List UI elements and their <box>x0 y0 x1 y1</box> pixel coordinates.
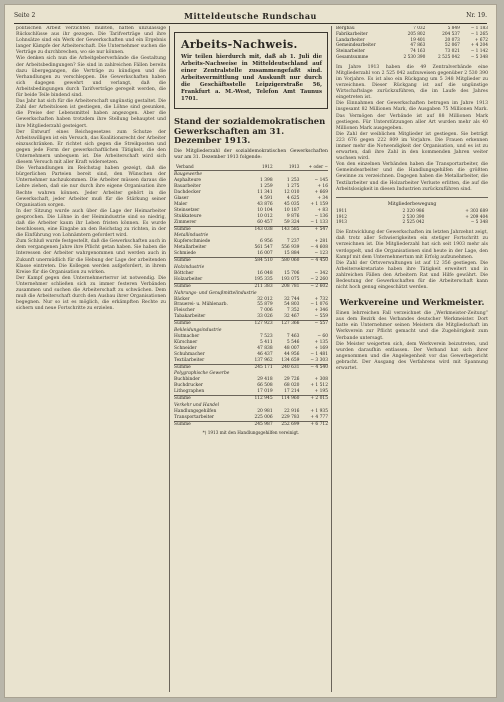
cell-value: 7 523 <box>260 333 273 339</box>
table-group-row <box>174 171 328 178</box>
row-label: Bergbau <box>336 26 355 31</box>
table-group-row <box>174 402 328 409</box>
article-paragraph: Die Zahl der Ortsverwaltungen ist auf 12 356 gestiegen. Die Arbeitersekretariate haben ihre Tätigkeit erweitert und in zahlreichen Fällen den Arbeitern Rat und Hilfe gewährt. Die Bedeutung der Gewerkschaften für die Arbeiterschaft kann nicht hoch genug eingeschätzt werden. <box>336 260 488 291</box>
row-label: Zimmerer <box>174 219 197 225</box>
group-label: Bekleidungsindustrie <box>174 328 222 334</box>
row-label: Kupferschmiede <box>174 239 211 245</box>
cell-value: 127 923 <box>246 321 273 327</box>
cell-value: 1 259 <box>260 184 273 190</box>
cell-value: 74 163 <box>410 49 426 55</box>
cell-value: 12 010 <box>284 190 300 196</box>
article-paragraph: Wie denken sich nun die Arbeitgeberverbände die Gestaltung der Arbeitsbedingungen? Sie sind in zahlreichen Fällen bereits dazu übergegangen, die Verträge zu kündigen und die Verhandlungen zu verschleppen. Die Gewerkschaften haben sich dagegen gewehrt und verlangt, daß die Arbeitsbedingungen durch Tarifverträge geregelt werden, die für beide Teile bindend sind. <box>16 56 166 99</box>
cell-value: 44 956 <box>284 351 300 357</box>
cell-value: 134 659 <box>281 357 300 363</box>
cell-value: 11 341 <box>257 190 273 196</box>
table-row <box>336 220 488 226</box>
cell-value: − 4 608 <box>310 245 328 251</box>
cell-value: 229 783 <box>281 414 300 420</box>
cell-value: 245 987 <box>246 421 273 427</box>
cell-value: − 559 <box>314 314 328 320</box>
cell-value: 143 585 <box>273 226 300 232</box>
article-paragraph: Der Kampf gegen den Unternehmerterror ist notwendig. Die Unternehmer schließen sich zu immer festeren Verbänden zusammen und suchen die Arbeiterschaft zu schwächen. Dem muß die Arbeiterschaft durch den Ausbau ihrer Organisationen begegnen. Nur so ist es möglich, die erkämpften Rechte zu sichern und neue Fortschritte zu erzielen. <box>16 275 166 312</box>
article-intro: Die Mitgliederzahl der sozialdemokratischen Gewerkschaften war am 31. Dezember 1913 folgende: <box>174 148 328 160</box>
column-header: Verband <box>174 164 246 171</box>
row-label: Summe <box>174 421 246 427</box>
column-divider <box>169 26 170 692</box>
cell-value: + 732 <box>314 296 328 302</box>
row-label: Holzarbeiter <box>174 276 203 282</box>
cell-value: − 1 183 <box>470 26 488 31</box>
cell-value: 22 916 <box>284 408 300 414</box>
cell-value: + 547 <box>299 226 328 232</box>
cell-value: 2 320 986 <box>402 208 425 214</box>
cell-value: − 1 076 <box>310 302 328 308</box>
cell-value: 48 007 <box>284 345 300 351</box>
article-paragraph: Die Entwicklung der Gewerkschaften im letzten Jahrzehnt zeigt, daß trotz aller Schwierigkeiten ein stetiger Fortschritt zu verzeichnen ist. Die Mitgliederzahl hat sich seit 1903 mehr als verdoppelt, und die Organisationen sind heute in der Lage, den Kampf mit dem Unternehmertum mit Erfolg aufzunehmen. <box>336 230 488 260</box>
cell-value: 114 960 <box>273 396 300 402</box>
row-label: Bauarbeiter <box>174 184 201 190</box>
cell-value: + 135 <box>314 339 328 345</box>
cell-value: 17 214 <box>284 389 300 395</box>
row-label: Glaser <box>174 196 189 202</box>
cell-value: 10 012 <box>257 213 273 219</box>
row-label: Buchdrucker <box>174 383 203 389</box>
cell-value: − 557 <box>299 321 328 327</box>
cell-value: 32 744 <box>284 296 300 302</box>
cell-value: 54 803 <box>284 302 300 308</box>
cell-value: 16 048 <box>257 270 273 276</box>
cell-value: − 123 <box>314 251 328 257</box>
row-label: Kürschner <box>174 339 198 345</box>
membership-trend-table <box>336 209 488 226</box>
row-label: 1912 <box>336 214 347 220</box>
cell-value: 33 026 <box>257 314 273 320</box>
row-label: Textilarbeiter <box>174 357 205 363</box>
cell-value: − 2 602 <box>299 283 328 289</box>
cell-value: 7 032 <box>413 26 426 31</box>
cell-value: + 669 <box>314 190 328 196</box>
column-header: 1913 <box>273 164 300 171</box>
row-label: Tabakarbeiter <box>174 314 206 320</box>
cell-value: 55 879 <box>257 302 273 308</box>
cell-value: 59 324 <box>284 219 300 225</box>
cell-value: 1 275 <box>286 184 300 190</box>
cell-value: − 5 348 <box>470 54 488 60</box>
table-row <box>336 55 488 61</box>
cell-value: 208 781 <box>273 283 300 289</box>
cell-value: 4 625 <box>286 196 300 202</box>
cell-value: 17 019 <box>257 389 273 395</box>
header-rule <box>14 23 487 24</box>
cell-value: 10 187 <box>284 207 300 213</box>
row-label: 1911 <box>336 208 347 214</box>
row-label: Schneider <box>174 345 197 351</box>
cell-value: 10 104 <box>257 207 273 213</box>
cell-value: 32 012 <box>257 296 273 302</box>
row-label: 1913 <box>336 220 347 226</box>
table-group-row <box>174 327 328 334</box>
cell-value: + 4 204 <box>470 43 488 49</box>
article-paragraph: Einen lehrreichen Fall verzeichnet die „Werkmeister-Zeitung“ aus dem Bezirk des Verbandes deutscher Werkmeister. Dort hatte ein Unternehmer seinen Meistern die Mitgliedschaft im Werkverein zur Pflicht gemacht und die Zugehörigkeit zum Verbande untersagt. <box>336 311 488 341</box>
row-label: Asphalteure <box>174 178 201 184</box>
page-header <box>14 10 487 22</box>
cell-value: 143 038 <box>246 226 273 232</box>
cell-value: − 1 481 <box>310 351 328 357</box>
row-label: Gemeindearbeiter <box>336 43 376 49</box>
cell-value: + 346 <box>314 308 328 314</box>
row-label: Dachdecker <box>174 190 201 196</box>
article-paragraph: Die Einnahmen der Gewerkschaften betrugen im Jahre 1913 insgesamt 82 Millionen Mark, die Ausgaben 75 Millionen Mark. Das Vermögen der Verbände ist auf 88 Millionen Mark gestiegen. Für Unterstützungen aller Art wurden mehr als 40 Millionen Mark ausgegeben. <box>336 101 488 131</box>
cell-value: − 342 <box>314 270 328 276</box>
cell-value: 7 463 <box>286 333 300 339</box>
cell-value: 1 398 <box>260 178 273 184</box>
newspaper-page <box>4 4 497 698</box>
cell-value: 225 006 <box>254 414 273 420</box>
row-label: Stukkateure <box>174 213 202 219</box>
cell-value: + 34 <box>317 196 328 202</box>
row-label: Summe <box>174 226 246 232</box>
group-label: Polygraphische Gewerbe <box>174 371 230 377</box>
row-label: Steinsetzer <box>174 207 200 213</box>
cell-value: + 1 512 <box>310 383 328 389</box>
cell-value: 195 335 <box>254 276 273 282</box>
cell-value: + 83 <box>317 207 328 213</box>
cell-value: 193 075 <box>281 276 300 282</box>
table-group-row <box>174 232 328 239</box>
cell-value: 5 849 <box>447 26 460 31</box>
group-label: Baugewerbe <box>174 172 202 178</box>
group-label: Nahrungs- und Genußmittelindustrie <box>174 290 257 296</box>
row-label: Hutmacher <box>174 333 200 339</box>
cell-value: + 16 <box>317 184 328 190</box>
table-group-row <box>174 264 328 271</box>
cell-value: 252 699 <box>273 421 300 427</box>
column-divider <box>331 26 332 692</box>
cell-value: + 2 015 <box>299 396 328 402</box>
cell-value: 2 530 390 <box>402 214 425 220</box>
cell-value: 7 006 <box>260 308 273 314</box>
cell-value: − 3 303 <box>310 357 328 363</box>
cell-value: 20 981 <box>257 408 273 414</box>
row-label: Bäcker <box>174 296 190 302</box>
cell-value: 561 547 <box>254 245 273 251</box>
cell-value: − 136 <box>314 213 328 219</box>
row-label: Fabrikarbeiter <box>336 31 368 37</box>
cell-value: 6 956 <box>260 239 273 245</box>
cell-value: − 1 133 <box>310 219 328 225</box>
cell-value: 16 007 <box>257 251 273 257</box>
cell-value: 32 467 <box>284 314 300 320</box>
row-label: Summe <box>174 364 246 370</box>
cell-value: 5 546 <box>286 339 300 345</box>
cell-value: 15 884 <box>284 251 300 257</box>
group-label: Metallindustrie <box>174 233 209 239</box>
cell-value: + 1 159 <box>310 201 328 207</box>
cell-value: 19 401 <box>410 37 426 43</box>
cell-value: 45 035 <box>284 201 300 207</box>
row-label: Summe <box>174 321 246 327</box>
cell-value: 137 962 <box>254 357 273 363</box>
article-paragraph: Der Entwurf eines Reichsgesetzes zum Schutze der Arbeitswilligen ist ein Versuch, das Koalitionsrecht der Arbeiter einzuschränken. Er richtet sich gegen die Streikposten und gegen jede Form der gewerkschaftlichen Tätigkeit, die den Unternehmern unbequem ist. Die Arbeiterschaft wird sich diesem Versuch mit aller Kraft widersetzen. <box>16 129 166 166</box>
cell-value: + 303 689 <box>465 208 488 214</box>
cell-value: + 6 712 <box>299 421 328 427</box>
column-header: 1912 <box>246 164 273 171</box>
cell-value: 47 863 <box>410 43 426 49</box>
cell-value: − 1 265 <box>470 31 488 37</box>
row-label: Steinarbeiter <box>336 49 365 55</box>
column-middle <box>174 26 328 692</box>
cell-value: + 169 <box>314 345 328 351</box>
article-paragraph: Die Meister weigerten sich, dem Werkverein beizutreten, und wurden daraufhin entlassen. Der Verband hat sich ihrer angenommen und die Angelegenheit vor das Gewerbegericht gebracht. Der Ausgang des Verfahrens wird mit Spannung erwartet. <box>336 341 488 372</box>
cell-value: 5 411 <box>260 339 273 345</box>
cell-value: 240 631 <box>273 364 300 370</box>
column-left <box>16 26 166 692</box>
cell-value: 4 591 <box>260 196 273 202</box>
column-header: + oder − <box>299 164 328 171</box>
row-label: Böttcher <box>174 270 194 276</box>
table-group-row <box>174 290 328 297</box>
cell-value: 7 237 <box>286 239 300 245</box>
cell-value: + 1 935 <box>310 408 328 414</box>
table-total-row <box>174 421 328 427</box>
cell-value: 2 525 042 <box>438 54 460 60</box>
article-paragraph: Die Verhandlungen im Reichstag haben gezeigt, daß die bürgerlichen Parteien bereit sind, den Wünschen der Unternehmer nachzukommen. Die Arbeiter müssen daraus die Lehre ziehen, daß sie nur durch ihre eigene Organisation ihre Rechte wahren können. Jeder Arbeiter gehört in die Gewerkschaft, jeder Arbeiter muß für die Stärkung seiner Organisation sorgen. <box>16 166 166 208</box>
cell-value: 29 418 <box>257 377 273 383</box>
cell-value: − 60 <box>317 333 328 339</box>
notice-title: Arbeits-Nachweis. <box>181 38 298 51</box>
article-paragraph: politischen Arbeit verzichten müßten, hätten unzulässige Rückschlüsse aus ihr gezogen. Die Tarifverträge und ihre Lohnsätze sind ein Werk der Gewerkschaften und ein Ergebnis langer Kämpfe der Arbeiterschaft. Die Unternehmer suchen die Verträge zu durchbrechen, wo sie nur können. <box>16 26 166 56</box>
cell-value: 52 067 <box>444 43 460 49</box>
cell-value: 245 171 <box>246 364 273 370</box>
table-header-row <box>174 164 328 171</box>
article-headline: Stand der sozialdemokratischen Gewerkschaften am 31. Dezember 1913. <box>174 116 326 145</box>
cell-value: 556 939 <box>281 245 300 251</box>
row-label: Maler <box>174 201 188 207</box>
group-label: Holzindustrie <box>174 265 205 270</box>
small-table-title: Mitgliederbewegung <box>387 201 437 207</box>
cell-value: 66 508 <box>257 383 273 389</box>
table-footnote: *) 1913 mit den Handlungsgehilfen vereinigt. <box>202 429 300 435</box>
cell-value: 9 876 <box>286 213 300 219</box>
article-paragraph: Zum Schluß wurde festgestellt, daß die Gewerkschaften auch in dem vergangenen Jahre ihre Pflicht getan haben. Sie haben die Interessen der Arbeiter wahrgenommen und werden auch in Zukunft unermüdlich für die Hebung der Lage der arbeitenden Klasse eintreten. Die Kollegen werden aufgefordert, in ihrem Kreise für die Organisation zu wirken. <box>16 239 166 275</box>
table-group-row <box>174 370 328 377</box>
masthead-title: Mitteldeutsche Rundschau <box>184 11 317 21</box>
row-label: Summe <box>174 283 246 289</box>
cell-value: 47 838 <box>257 345 273 351</box>
article-paragraph: Von den einzelnen Verbänden haben die Transportarbeiter, die Gemeindearbeiter und die Handlungsgehilfen die größten Gewinne zu verzeichnen. Dagegen haben die Metallarbeiter, die Textilarbeiter und die Holzarbeiter Verluste erlitten, die auf die Arbeitslosigkeit in diesen Industrien zurückzuführen sind. <box>336 162 488 192</box>
article-paragraph: Das Jahr hat sich für die Arbeiterschaft ungünstig gestaltet. Die Zahl der Arbeitslosen ist gestiegen, die Löhne sind gesunken, die Preise der Lebensmittel haben angezogen. Aber die Gewerkschaften haben trotzdem ihre Stellung behauptet und ihre Mitgliederzahl gesteigert. <box>16 99 166 129</box>
cell-value: 60 457 <box>257 219 273 225</box>
group-label: Verkehr und Handel <box>174 402 219 408</box>
cell-value: − 2 260 <box>310 276 328 282</box>
cell-value: 584 510 <box>246 258 273 264</box>
row-label: Summe <box>174 258 246 264</box>
row-label: Schmiede <box>174 251 196 257</box>
row-label: Lithographen <box>174 389 205 395</box>
cell-value: 112 945 <box>246 396 273 402</box>
row-label: Summe <box>174 396 246 402</box>
membership-table <box>174 164 328 428</box>
cell-value: + 4 777 <box>310 414 328 420</box>
cell-value: 211 383 <box>246 283 273 289</box>
job-office-notice <box>174 32 328 109</box>
cell-value: + 672 <box>474 37 488 43</box>
cell-value: 20 073 <box>444 37 460 43</box>
membership-table-continued <box>336 26 488 61</box>
row-label: Transportarbeiter <box>174 414 215 420</box>
cell-value: − 145 <box>314 178 328 184</box>
article-paragraph: Die Zahl der weiblichen Mitglieder ist gestiegen. Sie beträgt 223 676 gegen 222 809 im Vorjahre. Die Frauen erkennen immer mehr die Notwendigkeit der Organisation, und es ist zu erwarten, daß ihre Zahl in den kommenden Jahren weiter wachsen wird. <box>336 131 488 162</box>
row-label: Handlungsgehilfen <box>174 408 217 414</box>
cell-value: 580 060 <box>273 258 300 264</box>
row-label: Metallarbeiter <box>174 245 207 251</box>
row-label: Schuhmacher <box>174 351 205 357</box>
cell-value: 29 726 <box>284 377 300 383</box>
cell-value: 68 020 <box>284 383 300 389</box>
row-label: Brauerei- u. Mühlenarb. <box>174 302 228 308</box>
row-label: Landarbeiter <box>336 37 365 43</box>
article-paragraph: In der Sitzung wurde auch über die Lage der Heimarbeiter gesprochen. Die Löhne in der Heimindustrie sind so niedrig, daß die Arbeiter kaum ihr Leben fristen können. Es wurde beschlossen, eine Eingabe an den Reichstag zu richten, in der die Einführung von Lohnämtern gefordert wird. <box>16 208 166 239</box>
row-label: Fleischer <box>174 308 195 314</box>
cell-value: + 209 404 <box>465 214 488 220</box>
cell-value: 7 352 <box>286 308 300 314</box>
cell-value: − 5 348 <box>470 220 488 226</box>
notice-body: Wir teilen hierdurch mit, daß ab 1. Juli die Arbeits-Nachweise in Mitteldeutschland auf einer Zentralstelle zusammengefaßt sind. Arbeitsvermittlung und Auskunft nur durch die Geschäftsstelle Leipzigerstraße 56, Frankfurt a. M.-West, Telefon Amt Taunus 1701. <box>181 54 322 102</box>
row-label: Buchbinder <box>174 377 200 383</box>
cell-value: 73 021 <box>444 49 460 55</box>
cell-value: 2 530 390 <box>403 54 426 60</box>
divider <box>336 197 488 198</box>
cell-value: 127 366 <box>273 321 300 327</box>
row-label: Gesamtsumme <box>336 54 369 60</box>
issue-number: Nr. 19. <box>466 12 487 19</box>
cell-value: + 281 <box>314 239 328 245</box>
cell-value: − 4 540 <box>299 364 328 370</box>
section-headline: Werkvereine und Werkmeister. <box>339 297 485 308</box>
cell-value: 46 437 <box>257 351 273 357</box>
cell-value: 204 537 <box>442 31 460 37</box>
cell-value: − 4 450 <box>299 258 328 264</box>
cell-value: 15 706 <box>284 270 300 276</box>
cell-value: 43 876 <box>257 201 273 207</box>
cell-value: 1 253 <box>286 178 300 184</box>
cell-value: − 1 142 <box>470 49 488 55</box>
column-right <box>336 26 488 692</box>
cell-value: + 195 <box>314 389 328 395</box>
cell-value: + 308 <box>314 377 328 383</box>
article-paragraph: Im Jahre 1913 haben die 49 Zentralverbände eine Mitgliederzahl von 2 525 042 aufzuweisen gegenüber 2 530 390 im Vorjahre. Es ist also ein Rückgang um 5 348 Mitglieder zu verzeichnen. Dieser Rückgang ist auf die ungünstige Wirtschaftslage zurückzuführen, die im Laufe des Jahres eingetreten ist. <box>336 64 488 101</box>
cell-value: 2 525 042 <box>402 220 425 226</box>
cell-value: 205 802 <box>407 31 426 37</box>
page-number: Seite 2 <box>14 12 36 19</box>
